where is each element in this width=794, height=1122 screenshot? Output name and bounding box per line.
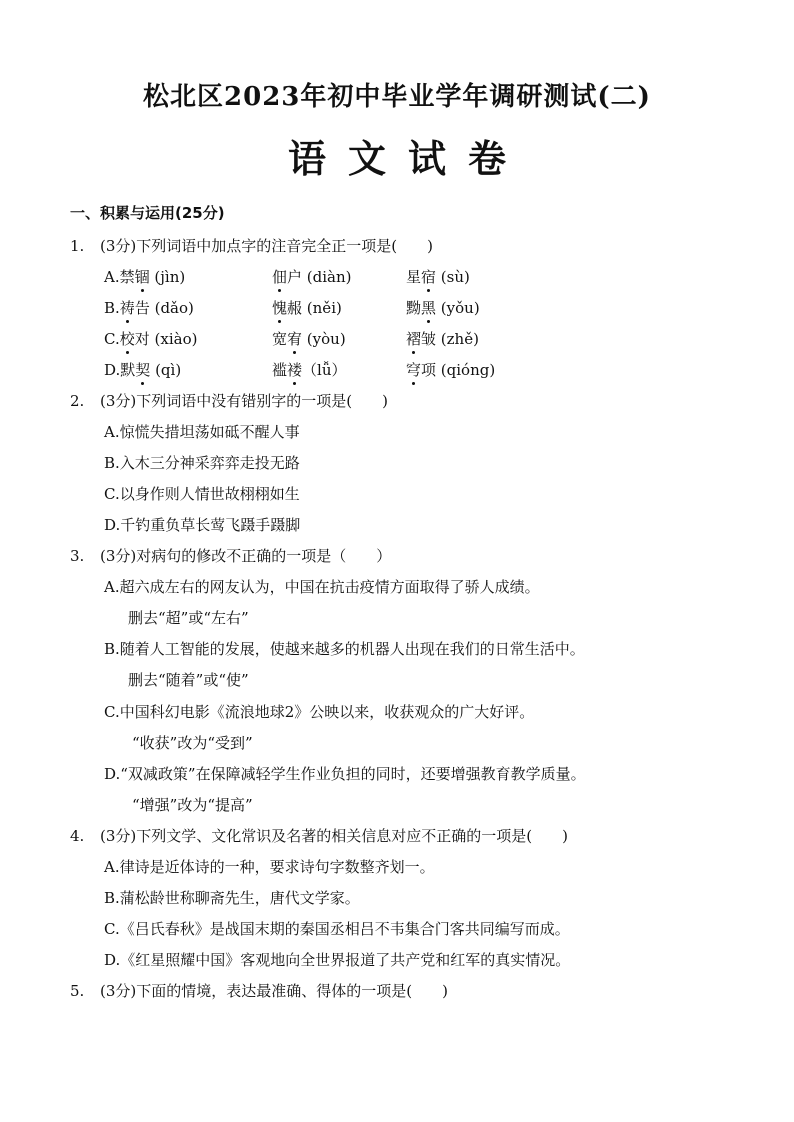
dotted-character: 契 xyxy=(135,361,151,379)
question-1-option-b-word-3 xyxy=(406,298,480,318)
question-4-option-c: C.《吕氏春秋》是战国末期的秦国丞相吕不韦集合门客共同编写而成。 xyxy=(104,920,570,938)
option-label: A. xyxy=(104,268,120,286)
dotted-character: 褛 xyxy=(287,361,303,379)
question-1-option-d-word-3 xyxy=(406,360,495,380)
word-part-pinyin: (xiào) xyxy=(149,330,198,348)
question-3-option-c: C.中国科幻电影《流浪地球2》公映以来，收获观众的广大好评。 xyxy=(104,703,535,721)
word-part-pinyin: (zhě) xyxy=(436,330,479,348)
exam-title: 松北区2023年初中毕业学年调研测试(二) xyxy=(143,82,651,112)
dotted-character: 穹 xyxy=(406,361,422,379)
word-part-pinyin: (yòu) xyxy=(302,330,346,348)
question-1-option-c-word-1 xyxy=(104,329,197,349)
word-part-post: 项 xyxy=(421,361,437,379)
word-part-pre: 禁 xyxy=(119,268,135,286)
question-1-option-c-word-3 xyxy=(406,329,479,349)
question-2-option-b: B.入木三分神采弈弈走投无路 xyxy=(104,454,300,472)
word-part-pre: 默 xyxy=(120,361,136,379)
question-2-stem: (3分)下列词语中没有错别字的一项是( ) xyxy=(100,392,388,410)
dotted-character: 愧 xyxy=(272,299,288,317)
option-label: D. xyxy=(104,361,121,379)
word-part-pinyin: (jìn) xyxy=(149,268,186,286)
word-part-pre: 褴 xyxy=(272,361,288,379)
question-1-option-b-word-2 xyxy=(272,298,342,318)
exam-subject-title: 语文试卷 xyxy=(287,136,528,181)
dotted-character: 宿 xyxy=(421,268,437,286)
word-part-pre: 星 xyxy=(406,268,422,286)
option-label: C. xyxy=(104,330,120,348)
question-3-option-b: B.随着人工智能的发展，使越来越多的机器人出现在我们的日常生活中。 xyxy=(104,640,585,658)
question-1-option-a-word-2 xyxy=(272,267,352,287)
question-1-option-d-word-1 xyxy=(104,360,181,380)
question-1-option-a-word-3 xyxy=(406,267,470,287)
question-4-option-b: B.蒲松龄世称聊斋先生，唐代文学家。 xyxy=(104,889,360,907)
dotted-character: 祷 xyxy=(119,299,135,317)
dotted-character: 佃 xyxy=(272,268,288,286)
question-3-option-a-fix: 删去“超”或“左右” xyxy=(128,609,249,627)
word-part-pinyin: (yǒu) xyxy=(436,299,480,317)
question-1-stem: (3分)下列词语中加点字的注音完全正一项是( ) xyxy=(100,237,433,255)
question-2-option-c: C.以身作则人情世故栩栩如生 xyxy=(104,485,300,503)
question-3-option-a: A.超六成左右的网友认为，中国在抗击疫情方面取得了骄人成绩。 xyxy=(104,578,540,596)
question-3-option-d-fix: “增强”改为“提高” xyxy=(132,796,253,814)
dotted-character: 校 xyxy=(119,330,135,348)
question-5-stem: (3分)下面的情境，表达最准确、得体的一项是( ) xyxy=(100,982,448,1000)
word-part-pinyin: (dǎo) xyxy=(149,299,194,317)
question-2-option-a: A.惊慌失措坦荡如砥不醒人事 xyxy=(104,423,300,441)
question-2-option-d: D.千钓重负草长莺飞蹑手蹑脚 xyxy=(104,516,301,534)
question-5-number: 5. xyxy=(70,982,85,1000)
question-4-option-d: D.《红星照耀中国》客观地向全世界报道了共产党和红军的真实情况。 xyxy=(104,951,571,969)
word-part-pinyin: (něi) xyxy=(302,299,342,317)
word-part-pinyin: （lǚ） xyxy=(302,361,347,379)
question-1-number: 1. xyxy=(70,237,85,255)
question-4-option-a: A.律诗是近体诗的一种，要求诗句字数整齐划一。 xyxy=(104,858,435,876)
question-2-number: 2. xyxy=(70,392,85,410)
question-3-option-d: D.“双减政策”在保障减轻学生作业负担的同时，还要增强教育教学质量。 xyxy=(104,765,586,783)
word-part-post: 皱 xyxy=(421,330,437,348)
option-label: B. xyxy=(104,299,120,317)
question-3-number: 3. xyxy=(70,547,85,565)
word-part-post: 赧 xyxy=(287,299,303,317)
word-part-post: 户 xyxy=(287,268,303,286)
question-1-option-b-word-1 xyxy=(104,298,194,318)
word-part-pinyin: (qì) xyxy=(150,361,182,379)
word-part-pre: 黝 xyxy=(406,299,422,317)
question-4-stem: (3分)下列文学、文化常识及名著的相关信息对应不正确的一项是( ) xyxy=(100,827,568,845)
question-3-option-c-fix: “收获”改为“受到” xyxy=(132,734,253,752)
word-part-pinyin: (sù) xyxy=(436,268,470,286)
question-1-option-a-word-1 xyxy=(104,267,185,287)
question-4-number: 4. xyxy=(70,827,85,845)
word-part-post: 对 xyxy=(134,330,150,348)
dotted-character: 黑 xyxy=(421,299,437,317)
word-part-pinyin: (diàn) xyxy=(302,268,352,286)
word-part-post: 告 xyxy=(134,299,150,317)
question-1-option-d-word-2 xyxy=(272,360,347,380)
question-3-stem: (3分)对病句的修改不正确的一项是（ ） xyxy=(100,547,392,565)
dotted-character: 褶 xyxy=(406,330,422,348)
word-part-pinyin: (qióng) xyxy=(436,361,496,379)
section-heading: 一、积累与运用(25分) xyxy=(70,204,225,222)
question-3-option-b-fix: 删去“随着”或“使” xyxy=(128,671,249,689)
word-part-pre: 宽 xyxy=(272,330,288,348)
dotted-character: 宥 xyxy=(287,330,303,348)
dotted-character: 锢 xyxy=(134,268,150,286)
question-1-option-c-word-2 xyxy=(272,329,346,349)
